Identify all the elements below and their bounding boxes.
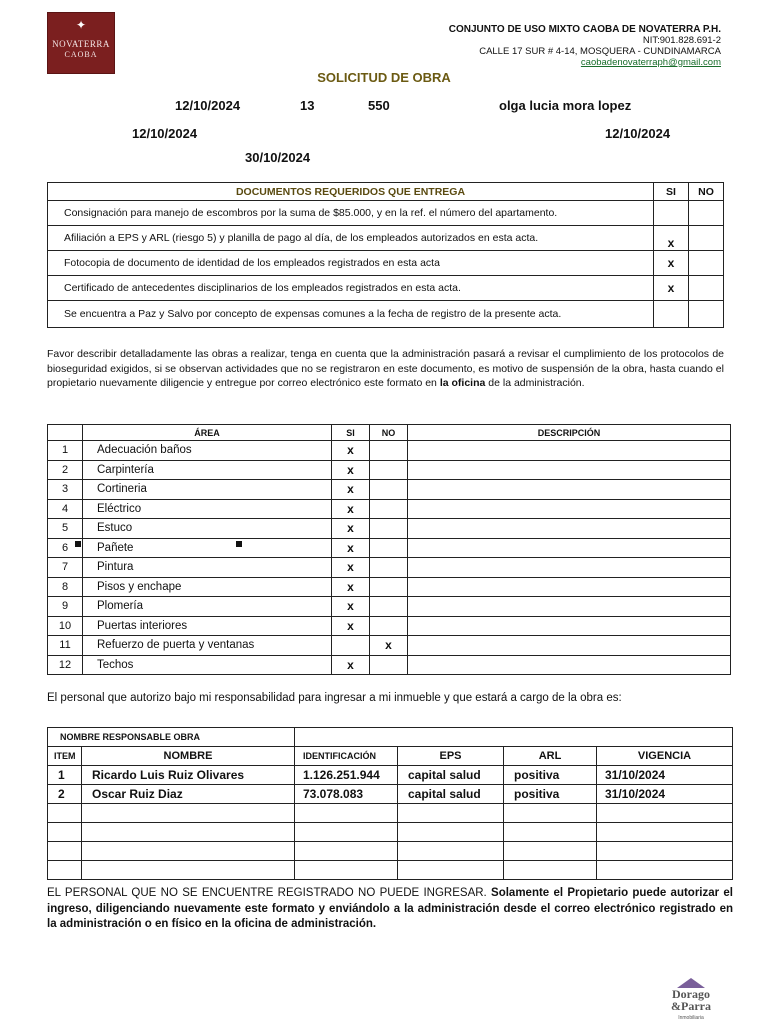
personnel-arl: positiva [504, 785, 597, 804]
instructions-end: de la administración. [488, 377, 585, 389]
personnel-id[interactable] [295, 842, 398, 861]
area-no[interactable] [370, 577, 408, 597]
document-no[interactable] [689, 301, 724, 328]
area-number: 9 [48, 597, 83, 617]
area-si[interactable]: x [332, 499, 370, 519]
area-name: Carpintería [83, 460, 332, 480]
brand-sub: Inmobiliaria [678, 1015, 704, 1021]
responsible-value[interactable] [295, 728, 733, 747]
area-number: 10 [48, 616, 83, 636]
area-name: Estuco [83, 519, 332, 539]
area-number: 2 [48, 460, 83, 480]
ink-mark [236, 541, 242, 547]
personnel-id: 1.126.251.944 [295, 766, 398, 785]
area-name: Pintura [83, 558, 332, 578]
area-no[interactable] [370, 441, 408, 461]
brand-line1: Dorago [672, 987, 710, 1001]
personnel-eps[interactable] [398, 861, 504, 880]
areas-body [48, 441, 731, 675]
personnel-row [48, 785, 733, 804]
areas-area-header: ÁREA [83, 425, 332, 441]
area-number: 12 [48, 655, 83, 675]
area-no[interactable] [370, 519, 408, 539]
personnel-arl[interactable] [504, 842, 597, 861]
personnel-body [48, 766, 733, 880]
personnel-validity: 31/10/2024 [597, 785, 733, 804]
document-si[interactable]: x [654, 276, 689, 301]
responsible-label: NOMBRE RESPONSABLE OBRA [48, 728, 295, 747]
org-name: CONJUNTO DE USO MIXTO CAOBA DE NOVATERRA P.H. [448, 24, 721, 35]
start-date: 12/10/2024 [132, 126, 198, 141]
area-name: Adecuación baños [83, 441, 332, 461]
personnel-item[interactable] [48, 861, 82, 880]
area-number: 8 [48, 577, 83, 597]
personnel-validity[interactable] [597, 823, 733, 842]
area-si[interactable]: x [332, 558, 370, 578]
novaterra-logo [47, 12, 115, 74]
personnel-eps[interactable] [398, 804, 504, 823]
document-row [48, 251, 724, 276]
area-number: 6 [48, 538, 83, 558]
areas-header-row [48, 425, 731, 441]
personnel-intro: El personal que autorizo bajo mi responsabilidad para ingresar a mi inmueble y que estará a cargo de la obra es: [47, 692, 622, 704]
area-row [48, 460, 731, 480]
area-row [48, 441, 731, 461]
personnel-item: 2 [48, 785, 82, 804]
document-row [48, 201, 724, 226]
instructions-text: Favor describir detalladamente las obras a realizar, tenga en cuenta que la administración pasará a revisar el cumplimiento de los protocolos de bioseguridad exigidos, si se observan actividades que no se registraron en este documento, es motivo de suspensión de la obra, hasta cuando el propietario nuevamente diligencie y entregue por correo electrónico este formato en [47, 348, 724, 389]
name-header: NOMBRE [82, 747, 295, 766]
ink-mark [75, 541, 81, 547]
document-si[interactable] [654, 301, 689, 328]
area-description[interactable] [408, 538, 731, 558]
area-no[interactable] [370, 616, 408, 636]
personnel-name[interactable] [82, 842, 295, 861]
area-no[interactable] [370, 499, 408, 519]
personnel-eps: capital salud [398, 766, 504, 785]
arl-header: ARL [504, 747, 597, 766]
area-si[interactable]: x [332, 655, 370, 675]
area-number: 5 [48, 519, 83, 539]
personnel-eps[interactable] [398, 823, 504, 842]
personnel-id[interactable] [295, 804, 398, 823]
personnel-row [48, 766, 733, 785]
documents-header: DOCUMENTOS REQUERIDOS QUE ENTREGA [48, 183, 654, 201]
area-description[interactable] [408, 636, 731, 656]
org-address: CALLE 17 SUR # 4-14, MOSQUERA - CUNDINAMARCA [479, 46, 721, 57]
area-si[interactable]: x [332, 460, 370, 480]
personnel-table [47, 727, 733, 880]
area-si[interactable]: x [332, 616, 370, 636]
document-si[interactable]: x [654, 251, 689, 276]
personnel-arl: positiva [504, 766, 597, 785]
personnel-eps: capital salud [398, 785, 504, 804]
personnel-arl[interactable] [504, 823, 597, 842]
area-row [48, 558, 731, 578]
document-text: Consignación para manejo de escombros por la suma de $85.000, y en la ref. el número del apartamento. [48, 201, 654, 226]
area-row [48, 655, 731, 675]
instructions-bold: la oficina [439, 377, 486, 389]
instructions-paragraph [47, 347, 724, 391]
received-date: 12/10/2024 [605, 126, 671, 141]
eps-header: EPS [398, 747, 504, 766]
request-date: 12/10/2024 [175, 98, 241, 113]
area-no[interactable] [370, 655, 408, 675]
org-header [449, 24, 721, 68]
personnel-item[interactable] [48, 842, 82, 861]
personnel-item: 1 [48, 766, 82, 785]
area-name: Pisos y enchape [83, 577, 332, 597]
footer-normal: EL PERSONAL QUE NO SE ENCUENTRE REGISTRADO NO PUEDE INGRESAR. [47, 887, 487, 899]
area-no[interactable] [370, 558, 408, 578]
area-name: Plomería [83, 597, 332, 617]
personnel-row [48, 804, 733, 823]
area-no[interactable]: x [370, 636, 408, 656]
area-no[interactable] [370, 597, 408, 617]
validity-header: VIGENCIA [597, 747, 733, 766]
personnel-arl[interactable] [504, 861, 597, 880]
areas-num-header [48, 425, 83, 441]
personnel-validity: 31/10/2024 [597, 766, 733, 785]
area-description[interactable] [408, 480, 731, 500]
document-text: Certificado de antecedentes disciplinarios de los empleados registrados en esta acta. [48, 276, 654, 301]
area-description[interactable] [408, 499, 731, 519]
area-si[interactable]: x [332, 480, 370, 500]
area-number: 7 [48, 558, 83, 578]
area-description[interactable] [408, 441, 731, 461]
id-header: IDENTIFICACIÓN [295, 747, 398, 766]
area-si[interactable]: x [332, 519, 370, 539]
item-header: ITEM [48, 747, 82, 766]
document-row [48, 226, 724, 251]
tower-number: 13 [300, 98, 315, 113]
personnel-name[interactable] [82, 804, 295, 823]
document-text: Afiliación a EPS y ARL (riesgo 5) y planilla de pago al día, de los empleados autorizados en esta acta. [48, 226, 654, 251]
document-no[interactable] [689, 251, 724, 276]
personnel-name[interactable] [82, 823, 295, 842]
areas-table [47, 424, 731, 675]
logo-line1: NOVATERRA [52, 39, 110, 49]
area-si[interactable]: x [332, 441, 370, 461]
area-si[interactable] [332, 636, 370, 656]
area-row [48, 597, 731, 617]
area-no[interactable] [370, 480, 408, 500]
brand-line2: &Parra [671, 999, 711, 1013]
area-row [48, 519, 731, 539]
area-name: Eléctrico [83, 499, 332, 519]
area-row [48, 538, 731, 558]
area-description[interactable] [408, 558, 731, 578]
org-email-link[interactable]: caobadenovaterraph@gmail.com [580, 57, 721, 68]
personnel-validity[interactable] [597, 842, 733, 861]
documents-header-row [48, 183, 724, 201]
personnel-name[interactable] [82, 861, 295, 880]
personnel-eps[interactable] [398, 842, 504, 861]
document-row [48, 301, 724, 328]
org-nit: NIT:901.828.691-2 [642, 35, 721, 46]
area-si[interactable]: x [332, 577, 370, 597]
document-text: Fotocopia de documento de identidad de los empleados registrados en esta acta [48, 251, 654, 276]
area-si[interactable]: x [332, 538, 370, 558]
document-no[interactable] [689, 276, 724, 301]
document-si[interactable]: x [654, 226, 689, 251]
areas-si-header: SI [332, 425, 370, 441]
end-date: 30/10/2024 [245, 150, 311, 165]
personnel-row [48, 823, 733, 842]
personnel-id[interactable] [295, 823, 398, 842]
documents-no-header: NO [689, 183, 724, 201]
owner-name: olga lucia mora lopez [499, 98, 632, 113]
area-row [48, 636, 731, 656]
area-row [48, 577, 731, 597]
area-row [48, 616, 731, 636]
area-name: Refuerzo de puerta y ventanas [83, 636, 332, 656]
apartment-number: 550 [368, 98, 390, 113]
bird-icon: ✦ [75, 18, 87, 32]
area-name: Pañete [83, 538, 332, 558]
personnel-item[interactable] [48, 804, 82, 823]
area-no[interactable] [370, 460, 408, 480]
personnel-arl[interactable] [504, 804, 597, 823]
area-si[interactable]: x [332, 597, 370, 617]
document-si[interactable] [654, 201, 689, 226]
dorago-parra-logo [661, 978, 721, 1024]
area-number: 1 [48, 441, 83, 461]
areas-no-header: NO [370, 425, 408, 441]
personnel-name: Oscar Ruiz Diaz [82, 785, 295, 804]
area-row [48, 499, 731, 519]
area-row [48, 480, 731, 500]
logo-line2: CAOBA [64, 50, 98, 59]
personnel-row [48, 842, 733, 861]
personnel-validity[interactable] [597, 804, 733, 823]
area-name: Techos [83, 655, 332, 675]
area-no[interactable] [370, 538, 408, 558]
area-description[interactable] [408, 655, 731, 675]
personnel-id: 73.078.083 [295, 785, 398, 804]
personnel-name: Ricardo Luis Ruiz Olivares [82, 766, 295, 785]
page-title: SOLICITUD DE OBRA [317, 70, 451, 85]
area-number: 4 [48, 499, 83, 519]
area-description[interactable] [408, 577, 731, 597]
documents-table [47, 182, 724, 328]
personnel-item[interactable] [48, 823, 82, 842]
footer-bold: Solamente el Propietario puede autorizar el ingreso, diligenciando nuevamente este formato y enviándolo a la administración desde el correo electrónico registrado en la administración o en físico en la oficina de administración. [47, 887, 733, 930]
personnel-validity[interactable] [597, 861, 733, 880]
area-number: 3 [48, 480, 83, 500]
area-description[interactable] [408, 460, 731, 480]
area-description[interactable] [408, 597, 731, 617]
document-no[interactable] [689, 201, 724, 226]
document-no[interactable] [689, 226, 724, 251]
footer-notice [47, 886, 733, 933]
document-row [48, 276, 724, 301]
area-description[interactable] [408, 519, 731, 539]
responsible-row [48, 728, 733, 747]
personnel-header-row [48, 747, 733, 766]
personnel-row [48, 861, 733, 880]
area-name: Cortineria [83, 480, 332, 500]
document-text: Se encuentra a Paz y Salvo por concepto de expensas comunes a la fecha de registro de la presente acta. [48, 301, 654, 328]
documents-si-header: SI [654, 183, 689, 201]
areas-desc-header: DESCRIPCIÓN [408, 425, 731, 441]
area-description[interactable] [408, 616, 731, 636]
area-name: Puertas interiores [83, 616, 332, 636]
personnel-id[interactable] [295, 861, 398, 880]
area-number: 11 [48, 636, 83, 656]
